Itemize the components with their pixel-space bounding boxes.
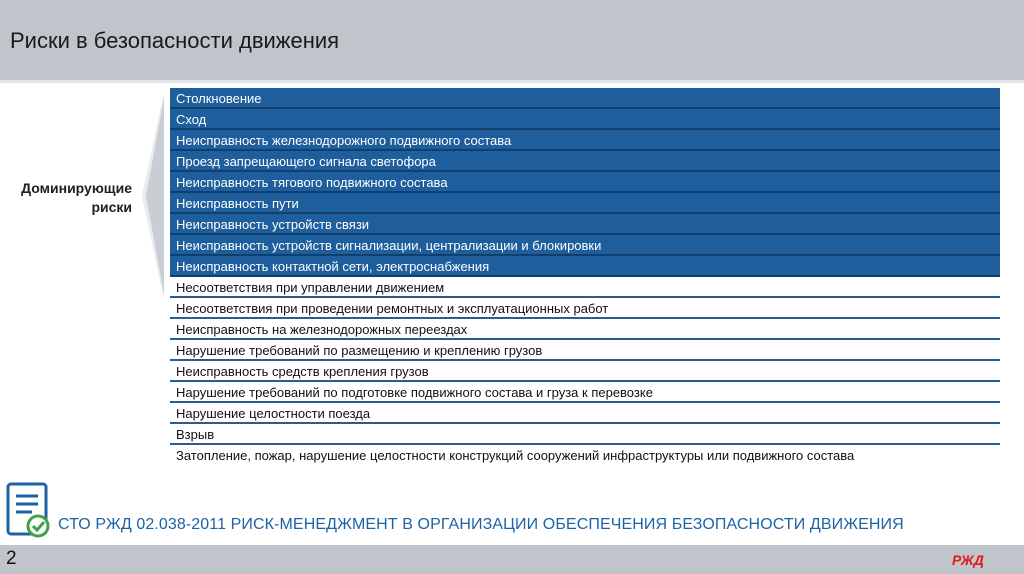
bracket-shape — [142, 92, 166, 300]
table-row: Неисправность средств крепления грузов — [170, 361, 1000, 382]
dominant-risks-label — [4, 179, 132, 217]
rzd-logo-text: РЖД — [952, 552, 984, 568]
table-row: Нарушение требований по размещению и креплению грузов — [170, 340, 1000, 361]
standard-reference: СТО РЖД 02.038-2011 РИСК-МЕНЕДЖМЕНТ В ОРГАНИЗАЦИИ ОБЕСПЕЧЕНИЯ БЕЗОПАСНОСТИ ДВИЖЕНИЯ — [58, 516, 904, 533]
table-row: Столкновение — [170, 88, 1000, 109]
page-title: Риски в безопасности движения — [10, 28, 340, 53]
table-row: Несоответствия при управлении движением — [170, 277, 1000, 298]
table-row: Проезд запрещающего сигнала светофора — [170, 151, 1000, 172]
table-row: Неисправность устройств сигнализации, централизации и блокировки — [170, 235, 1000, 256]
other-risk-rows — [170, 277, 1000, 466]
document-check-icon — [6, 482, 52, 540]
table-row: Неисправность устройств связи — [170, 214, 1000, 235]
dominant-risks-label-line2: риски — [91, 199, 132, 215]
table-row: Неисправность железнодорожного подвижного состава — [170, 130, 1000, 151]
risk-table — [170, 88, 1000, 466]
table-row: Неисправность на железнодорожных переездах — [170, 319, 1000, 340]
header-bar — [0, 0, 1024, 80]
footer-bar — [0, 545, 1024, 574]
table-row: Затопление, пожар, нарушение целостности конструкций сооружений инфраструктуры или подвижного состава — [170, 445, 1000, 466]
table-row: Несоответствия при проведении ремонтных и эксплуатационных работ — [170, 298, 1000, 319]
dominant-risk-rows — [170, 88, 1000, 277]
table-row: Неисправность тягового подвижного состава — [170, 172, 1000, 193]
table-row: Нарушение целостности поезда — [170, 403, 1000, 424]
page-number: 2 — [6, 548, 17, 569]
table-row: Сход — [170, 109, 1000, 130]
table-row: Взрыв — [170, 424, 1000, 445]
dominant-risks-label-line1: Доминирующие — [21, 180, 132, 196]
header-divider — [0, 80, 1024, 83]
rzd-logo — [952, 552, 992, 568]
table-row: Нарушение требований по подготовке подвижного состава и груза к перевозке — [170, 382, 1000, 403]
table-row: Неисправность пути — [170, 193, 1000, 214]
table-row: Неисправность контактной сети, электроснабжения — [170, 256, 1000, 277]
